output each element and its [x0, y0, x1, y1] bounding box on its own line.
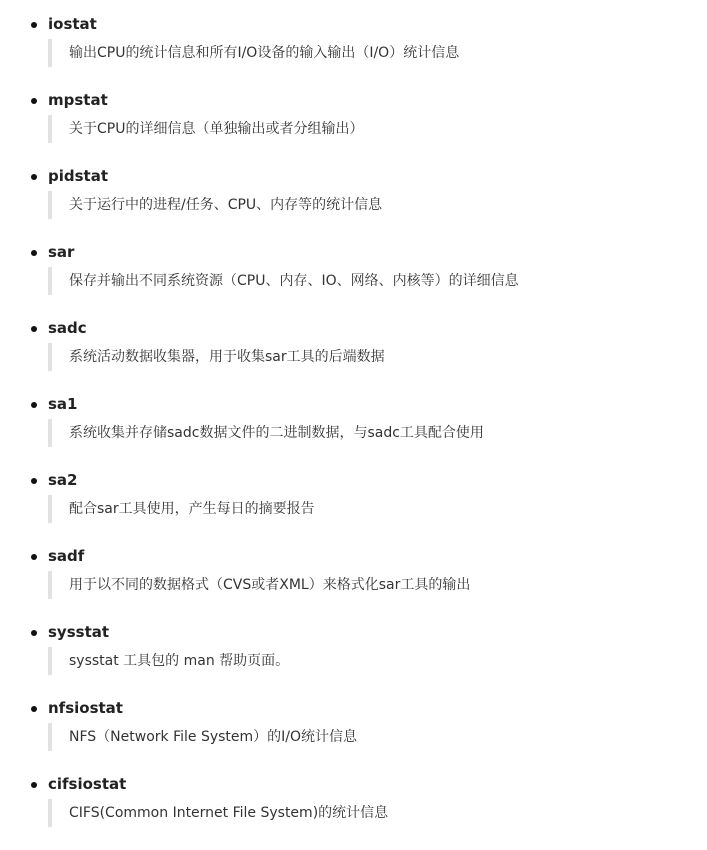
list-item [0, 90, 707, 166]
item-description: NFS（Network File System）的I/O统计信息 [48, 723, 357, 751]
item-term: sa1 [48, 395, 78, 413]
item-term: mpstat [48, 91, 108, 109]
item-description: 关于CPU的详细信息（单独输出或者分组输出） [48, 115, 363, 143]
item-description: sysstat 工具包的 man 帮助页面。 [48, 647, 289, 675]
list-item [0, 166, 707, 242]
item-term: iostat [48, 15, 97, 33]
bullet-icon [31, 782, 37, 788]
list-item [0, 242, 707, 318]
list-item [0, 698, 707, 774]
bullet-icon [31, 630, 37, 636]
bullet-icon [31, 98, 37, 104]
item-description: 输出CPU的统计信息和所有I/O设备的输入输出（I/O）统计信息 [48, 39, 459, 67]
item-term: pidstat [48, 167, 109, 185]
item-description: 关于运行中的进程/任务、CPU、内存等的统计信息 [48, 191, 382, 219]
item-description: 用于以不同的数据格式（CVS或者XML）来格式化sar工具的输出 [48, 571, 470, 599]
bullet-icon [31, 554, 37, 560]
bullet-icon [31, 478, 37, 484]
item-description: 配合sar工具使用，产生每日的摘要报告 [48, 495, 315, 523]
bullet-icon [31, 22, 37, 28]
bullet-icon [31, 706, 37, 712]
item-term: cifsiostat [48, 775, 127, 793]
list-item [0, 318, 707, 394]
list-item [0, 394, 707, 470]
list-item [0, 774, 707, 850]
item-term: sa2 [48, 471, 78, 489]
bullet-icon [31, 326, 37, 332]
item-term: sadc [48, 319, 87, 337]
item-term: sysstat [48, 623, 110, 641]
bullet-icon [31, 402, 37, 408]
item-description: 系统活动数据收集器，用于收集sar工具的后端数据 [48, 343, 385, 371]
list-item [0, 14, 707, 90]
item-term: nfsiostat [48, 699, 123, 717]
list-item [0, 470, 707, 546]
item-term: sar [48, 243, 75, 261]
item-description: 保存并输出不同系统资源（CPU、内存、IO、网络、内核等）的详细信息 [48, 267, 519, 295]
item-description: CIFS(Common Internet File System)的统计信息 [48, 799, 388, 827]
item-term: sadf [48, 547, 85, 565]
list-item [0, 622, 707, 698]
list-item [0, 546, 707, 622]
item-description: 系统收集并存储sadc数据文件的二进制数据，与sadc工具配合使用 [48, 419, 484, 447]
bullet-icon [31, 250, 37, 256]
bullet-icon [31, 174, 37, 180]
